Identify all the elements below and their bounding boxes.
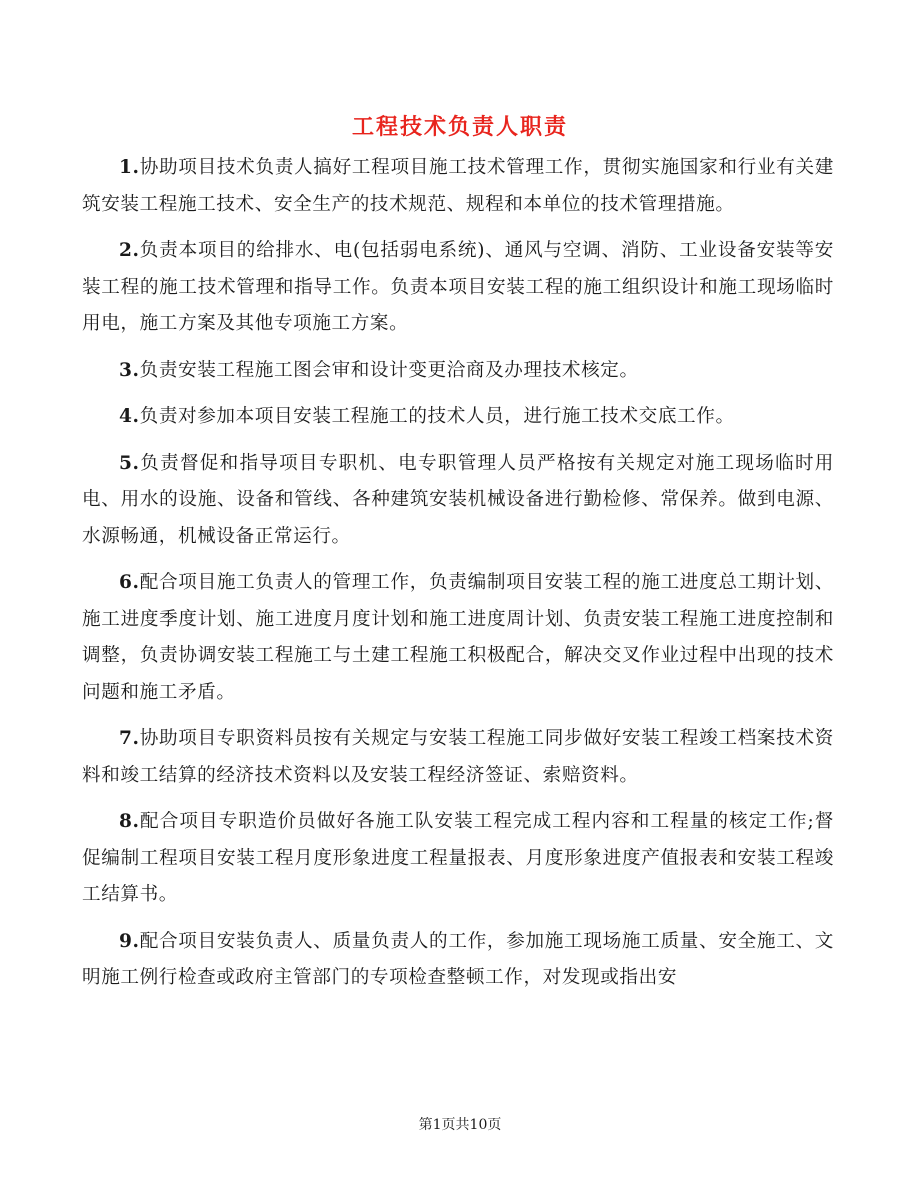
paragraph-number: 8. (119, 811, 140, 832)
paragraph-number: 4. (119, 406, 140, 427)
paragraph-text: 协助项目技术负责人搞好工程项目施工技术管理工作，贯彻实施国家和行业有关建筑安装工程施工技术、安全生产的技术规范、规程和本单位的技术管理措施。 (82, 157, 834, 215)
paragraph-number: 6. (119, 572, 140, 593)
paragraph-8 (82, 804, 834, 914)
paragraph-5 (82, 446, 834, 556)
paragraph-number: 2. (119, 240, 140, 261)
document-title: 工程技术负责人职责 (351, 114, 568, 140)
paragraph-text: 配合项目专职造价员做好各施工队安装工程完成工程内容和工程量的核定工作;督促编制工程项目安装工程月度形象进度工程量报表、月度形象进度产值报表和安装工程竣工结算书。 (82, 811, 834, 905)
paragraph-text: 负责对参加本项目安装工程施工的技术人员，进行施工技术交底工作。 (139, 406, 735, 427)
paragraph-9 (82, 924, 834, 997)
paragraph-text: 负责安装工程施工图会审和设计变更洽商及办理技术核定。 (139, 359, 639, 381)
paragraph-number: 9. (119, 930, 140, 952)
paragraph-number: 7. (119, 728, 140, 749)
paragraph-6 (82, 565, 834, 711)
document-body (82, 150, 834, 1007)
paragraph-text: 负责本项目的给排水、电(包括弱电系统)、通风与空调、消防、工业设备安装等安装工程的施工技术管理和指导工作。负责本项目安装工程的施工组织设计和施工现场临时用电，施工方案及其他专项施工方案。 (82, 240, 834, 334)
paragraph-text: 配合项目安装负责人、质量负责人的工作，参加施工现场施工质量、安全施工、文明施工例行检查或政府主管部门的专项检查整顿工作，对发现或指出安 (82, 930, 834, 988)
paragraph-7 (82, 721, 834, 794)
paragraph-text: 负责督促和指导项目专职机、电专职管理人员严格按有关规定对施工现场临时用电、用水的设施、设备和管线、各种建筑安装机械设备进行勤检修、常保养。做到电源、水源畅通，机械设备正常运行。 (82, 452, 834, 547)
page-footer: 第1页共10页 (418, 1117, 502, 1133)
paragraph-4 (82, 399, 834, 436)
paragraph-number: 3. (119, 359, 140, 381)
paragraph-1 (82, 150, 834, 223)
paragraph-2 (82, 233, 834, 343)
paragraph-text: 协助项目专职资料员按有关规定与安装工程施工同步做好安装工程竣工档案技术资料和竣工结算的经济技术资料以及安装工程经济签证、索赔资料。 (82, 728, 834, 786)
paragraph-number: 1. (119, 157, 140, 178)
paragraph-number: 5. (119, 452, 140, 474)
paragraph-text: 配合项目施工负责人的管理工作，负责编制项目安装工程的施工进度总工期计划、施工进度季度计划、施工进度月度计划和施工进度周计划、负责安装工程施工进度控制和调整，负责协调安装工程施工与土建工程施工积极配合，解决交叉作业过程中出现的技术问题和施工矛盾。 (82, 572, 834, 703)
paragraph-3 (82, 353, 834, 390)
